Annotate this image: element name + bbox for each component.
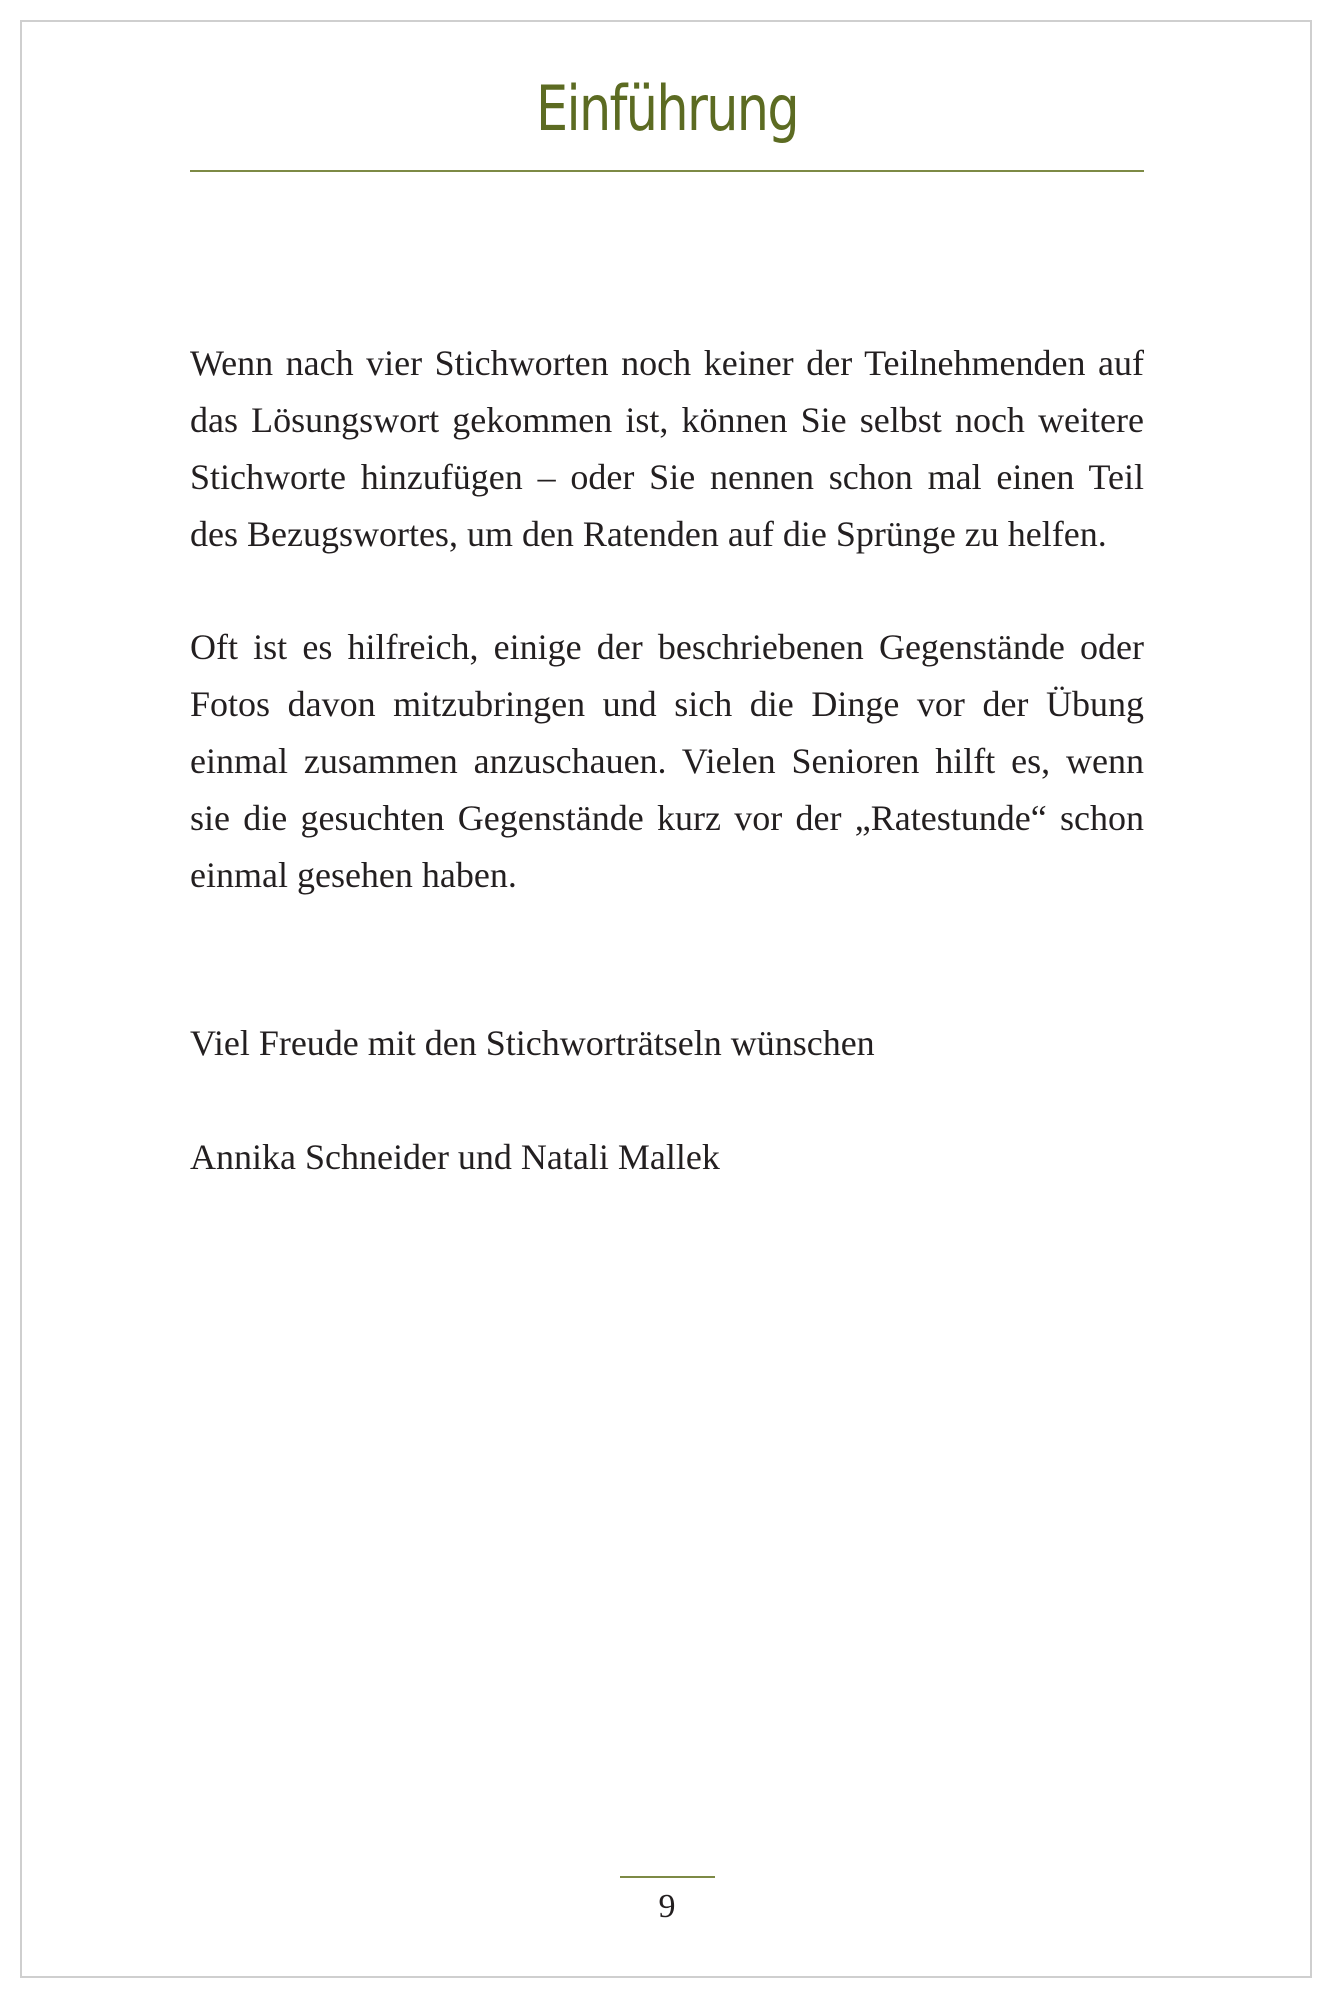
body-paragraph-2: Oft ist es hilfreich, einige der beschriebenen Gegenstände oder Fotos davon mitzubringen und sich die Dinge vor der Übung einmal zusammen anzuschauen. Vielen Senioren hilft es, wenn sie die gesuchten Gegenstände kurz vor der „Ratestunde“ schon einmal gesehen haben.: [190, 627, 1144, 895]
page-number-divider: [620, 1876, 715, 1878]
title-divider: [190, 170, 1144, 172]
page-title: Einführung: [535, 72, 799, 145]
body-paragraph-1: Wenn nach vier Stichworten noch keiner der Teilnehmenden auf das Lösungswort gekommen ist, können Sie selbst noch weitere Stichworte hinzufügen – oder Sie nennen schon mal einen Teil des Bezugswortes, um den Ratenden auf die Sprünge zu helfen.: [190, 343, 1144, 554]
author-signature: Annika Schneider und Natali Mallek: [190, 1137, 720, 1177]
page-body: [190, 335, 1144, 1186]
closing-line: Viel Freude mit den Stichworträtseln wünschen: [190, 1023, 875, 1063]
page-number: 9: [658, 1888, 676, 1925]
